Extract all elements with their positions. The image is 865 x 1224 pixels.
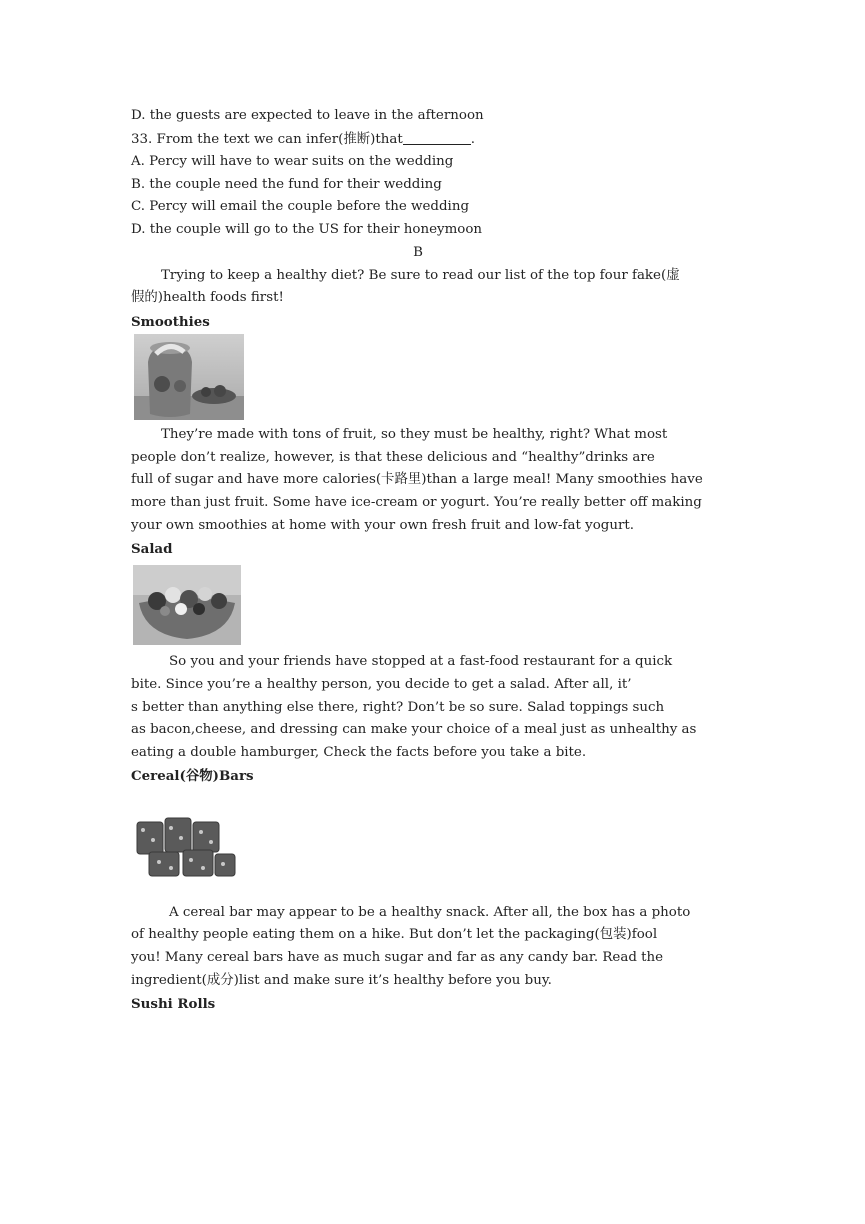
question-33-stem-text: 33. From the text we can infer(推断)that: [131, 132, 403, 147]
smoothies-text-line: more than just fruit. Some have ice-cream or yogurt. You’re really better off making: [131, 495, 702, 510]
salad-text-line: as bacon,cheese, and dressing can make your choice of a meal just as unhealthy as: [131, 722, 697, 737]
intro-line: Trying to keep a healthy diet? Be sure to read our list of the top four fake(虚: [161, 268, 680, 283]
salad-text-line: bite. Since you’re a healthy person, you decide to get a salad. After all, it’: [131, 677, 632, 692]
smoothies-text-line: people don’t realize, however, is that these delicious and “healthy”drinks are: [131, 450, 655, 465]
heading-cereal-bars: Cereal(谷物)Bars: [131, 768, 254, 784]
question-32-option-d: D. the guests are expected to leave in the afternoon: [131, 108, 484, 123]
question-33-stem-end: .: [470, 132, 476, 147]
smoothies-text-line: full of sugar and have more calories(卡路里)than a large meal! Many smoothies have: [131, 472, 703, 487]
cereal-bars-text-line: ingredient(成分)list and make sure it’s healthy before you buy.: [131, 973, 552, 988]
question-33-option-a: A. Percy will have to wear suits on the wedding: [131, 154, 454, 169]
cereal-bars-text-line: A cereal bar may appear to be a healthy snack. After all, the box has a photo: [169, 905, 691, 920]
salad-text-line: So you and your friends have stopped at a fast-food restaurant for a quick: [169, 654, 673, 669]
cereal-bars-text-line: you! Many cereal bars have as much sugar and far as any candy bar. Read the: [131, 950, 664, 965]
smoothies-text-line: They’re made with tons of fruit, so they must be healthy, right? What most: [161, 427, 668, 442]
section-label: B: [413, 245, 423, 260]
salad-text-line: eating a double hamburger, Check the facts before you take a bite.: [131, 745, 587, 760]
heading-smoothies: Smoothies: [131, 314, 210, 330]
smoothies-text-line: your own smoothies at home with your own fresh fruit and low-fat yogurt.: [131, 518, 634, 533]
question-33-stem: [131, 131, 475, 148]
answer-blank: [403, 131, 471, 145]
heading-sushi-rolls: Sushi Rolls: [131, 996, 216, 1012]
question-33-option-c: C. Percy will email the couple before the wedding: [131, 199, 470, 214]
salad-photo: [133, 565, 241, 645]
salad-text-line: s better than anything else there, right? Don’t be so sure. Salad toppings such: [131, 700, 665, 715]
cereal-bars-photo: [131, 814, 241, 890]
heading-salad: Salad: [131, 541, 173, 557]
cereal-bars-text-line: of healthy people eating them on a hike. But don’t let the packaging(包装)fool: [131, 927, 658, 942]
smoothie-photo: [134, 334, 244, 420]
intro-line: 假的)health foods first!: [131, 290, 284, 305]
question-33-option-d: D. the couple will go to the US for their honeymoon: [131, 222, 483, 237]
question-33-option-b: B. the couple need the fund for their wedding: [131, 177, 442, 192]
